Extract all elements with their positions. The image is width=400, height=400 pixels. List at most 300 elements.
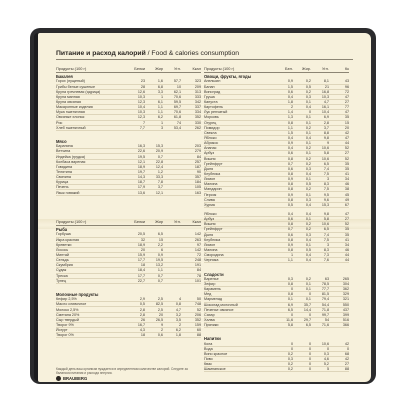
cell-carbs: 3,7: [323, 125, 329, 130]
cell-kcal: 43: [344, 79, 349, 84]
nutrition-table-left-bottom: [56, 218, 201, 338]
cell-kcal: 42: [344, 341, 349, 346]
cell-fat: 0: [308, 367, 311, 372]
cell-carbs: 7,4: [323, 232, 329, 237]
header-carbs: Угл.: [322, 66, 329, 71]
cell-kcal: 337: [194, 105, 201, 110]
cell-protein: 0,5: [287, 202, 293, 207]
cell-product: Ветчина: [56, 149, 71, 154]
cell-fat: 1: [160, 94, 163, 99]
cell-protein: 22,6: [137, 149, 145, 154]
cell-fat: 2,5: [157, 307, 163, 312]
cell-kcal: 257: [194, 159, 201, 164]
cell-protein: 0,7: [287, 161, 293, 166]
cell-kcal: 27: [344, 151, 349, 156]
cell-fat: 0,4: [305, 136, 311, 140]
table-row: [204, 203, 349, 208]
cell-fat: 0,6: [157, 333, 163, 338]
cell-product: Яблоко: [204, 212, 217, 217]
cell-kcal: 105: [194, 185, 201, 190]
cell-fat: 0,2: [305, 79, 311, 84]
cell-fat: 12,4: [155, 164, 163, 169]
cell-carbs: 62,1: [173, 89, 181, 94]
section-gap: [56, 131, 201, 138]
cell-product: Печень: [56, 185, 69, 190]
cell-fat: 6,5: [157, 232, 163, 237]
cell-protein: 12,1: [137, 159, 145, 164]
cell-protein: 2,8: [139, 312, 145, 317]
cell-protein: 0,9: [287, 79, 293, 84]
cell-protein: 0,8: [287, 197, 293, 202]
cell-carbs: 53,4: [173, 125, 181, 130]
cell-carbs: 0,8: [175, 302, 181, 307]
cell-kcal: 203: [194, 144, 201, 149]
cell-carbs: 7,6: [323, 258, 329, 263]
cell-fat: 0,1: [305, 282, 311, 286]
cell-product: Лук репчатый: [204, 110, 228, 115]
cell-fat: 0,2: [305, 227, 311, 232]
cell-kcal: 34: [344, 177, 349, 182]
cell-protein: 1,5: [287, 130, 293, 135]
cell-fat: 0,2: [305, 125, 311, 130]
cell-fat: 82,5: [155, 302, 163, 307]
nutrition-table-right-top: [204, 65, 349, 208]
cell-kcal: 42: [344, 130, 349, 135]
cell-protein: 0,9: [287, 192, 293, 197]
cell-product: Рис: [56, 120, 63, 125]
cell-carbs: 15,3: [321, 202, 329, 207]
cell-fat: 0,4: [305, 237, 311, 242]
cell-product: Сельдь: [56, 258, 69, 263]
cell-kcal: 191: [194, 263, 201, 268]
cell-kcal: 437: [342, 307, 349, 312]
cell-fat: 0,4: [305, 258, 311, 263]
cell-fat: 0,1: [305, 151, 311, 156]
cell-kcal: 42: [344, 357, 349, 362]
cell-protein: 0,5: [139, 302, 145, 307]
table-header: [56, 65, 201, 73]
header-fat: Жир: [155, 66, 163, 71]
cell-kcal: 88: [196, 333, 201, 338]
cell-kcal: 20: [344, 125, 349, 130]
cell-carbs: 16,8: [321, 89, 329, 94]
cell-protein: 26: [140, 317, 145, 322]
cell-product: Вишня: [204, 156, 216, 161]
cell-protein: 0,6: [287, 232, 293, 237]
cell-carbs: 10,6: [321, 222, 329, 227]
cell-fat: 0: [308, 341, 311, 346]
cell-product: Слива: [204, 197, 215, 202]
cell-product: Дыня: [204, 232, 214, 237]
cell-kcal: 321: [342, 297, 349, 302]
cell-product: Йогурт: [56, 328, 68, 333]
cell-carbs: 8,1: [323, 79, 329, 84]
header-carbs: Угл.: [174, 66, 181, 71]
table-row: [204, 367, 349, 372]
cell-product: Помидор: [204, 125, 220, 130]
cell-fat: 0,4: [305, 202, 311, 207]
cell-protein: 12,6: [137, 89, 145, 94]
cell-product: Крупа манная: [56, 94, 80, 99]
header-kcal: Ккал: [192, 219, 201, 224]
title-divider: [56, 59, 353, 60]
cell-product: Язык говяжий: [56, 190, 80, 195]
cell-kcal: 46: [344, 182, 349, 187]
cell-carbs: 5,8: [323, 151, 329, 156]
cell-fat: 14,4: [303, 307, 311, 312]
cell-product: Грибы белые сушеные: [56, 84, 95, 89]
cell-product: Свекла: [204, 130, 217, 135]
cell-fat: 0,1: [305, 115, 311, 120]
section-gap: [204, 328, 349, 335]
cell-kcal: 357: [194, 175, 201, 180]
cell-fat: 0,2: [305, 161, 311, 166]
cell-carbs: 4,7: [175, 307, 181, 312]
cell-carbs: 16,1: [321, 105, 329, 110]
cell-protein: 17,7: [137, 273, 145, 278]
cell-protein: 0: [290, 287, 293, 292]
cell-product: Говядина: [56, 164, 73, 169]
cell-kcal: 96: [344, 84, 349, 89]
cell-carbs: 4,7: [323, 100, 329, 105]
cell-carbs: 1,8: [175, 333, 181, 338]
cell-carbs: 0,3: [323, 351, 329, 356]
section-gap: [204, 263, 349, 270]
cell-product: Малина: [204, 248, 218, 253]
cell-carbs: 8,3: [323, 182, 329, 187]
cell-protein: 0,8: [287, 156, 293, 161]
cell-fat: 1,1: [157, 105, 163, 110]
cell-protein: 0,8: [287, 120, 293, 125]
cell-kcal: 77: [344, 105, 349, 110]
cell-kcal: 27: [344, 217, 349, 222]
cell-kcal: 60: [196, 328, 201, 333]
cell-protein: 0,2: [287, 362, 293, 367]
cell-fat: 0,1: [305, 130, 311, 135]
cell-carbs: 0: [326, 346, 329, 351]
cell-kcal: 352: [194, 317, 201, 322]
cell-fat: 2: [160, 328, 163, 333]
cell-fat: 0: [308, 346, 311, 351]
cell-fat: 0: [308, 357, 311, 362]
cell-kcal: 323: [194, 79, 201, 84]
cell-fat: 2,2: [157, 242, 163, 247]
cell-carbs: 4: [178, 297, 181, 302]
cell-product: Икра красная: [56, 237, 80, 242]
cell-kcal: 68: [344, 351, 349, 356]
cell-carbs: 21: [324, 84, 329, 89]
cell-fat: 0,1: [305, 120, 311, 125]
cell-kcal: 41: [344, 237, 349, 242]
cell-product: Клубника: [204, 171, 221, 176]
cell-product: Квас: [204, 362, 212, 367]
cell-kcal: 516: [342, 317, 349, 322]
section-title: Напитки: [204, 336, 221, 342]
cell-product: Лимон: [204, 242, 216, 247]
cell-carbs: 71,8: [321, 307, 329, 312]
cell-kcal: 52: [344, 156, 349, 161]
page-title-en: / Food & calories consumption: [145, 50, 240, 57]
cell-protein: 16,7: [137, 322, 145, 327]
cell-product: Банан: [204, 84, 215, 89]
cell-protein: 0,8: [287, 222, 293, 227]
cell-fat: 0,2: [305, 276, 311, 281]
cell-product: Халва: [204, 317, 215, 322]
cell-fat: 0,4: [305, 105, 311, 110]
cell-fat: 20,9: [155, 149, 163, 154]
cell-kcal: 88: [344, 367, 349, 372]
cell-product: Сахар: [204, 312, 215, 317]
cell-kcal: 50: [196, 297, 201, 302]
cell-fat: 6,2: [157, 115, 163, 120]
cell-protein: 0,4: [287, 136, 293, 140]
cell-carbs: 7,3: [323, 253, 329, 258]
header-product: Продукты (100 г): [56, 66, 87, 71]
cell-fat: 0,4: [305, 253, 311, 258]
section-title: Молочные продукты: [56, 291, 99, 297]
cell-product: Варенье: [204, 276, 219, 281]
cell-carbs: 54,4: [321, 302, 329, 307]
cell-fat: 6,8: [157, 84, 163, 89]
header-protein: Белки: [134, 219, 145, 224]
cell-kcal: 67: [344, 202, 349, 207]
brand-mark-icon: [56, 376, 61, 381]
cell-fat: 1,2: [157, 169, 163, 174]
cell-kcal: 399: [342, 312, 349, 317]
cell-kcal: 44: [344, 258, 349, 263]
cell-product: Сыр твердый: [56, 317, 79, 322]
cell-kcal: 52: [344, 222, 349, 227]
cell-product: Шоколад молочный: [204, 302, 238, 307]
section-title: Сладости: [204, 271, 224, 277]
cell-fat: 0,1: [305, 297, 311, 302]
cell-kcal: 72: [196, 253, 201, 258]
cell-product: Арбуз: [204, 217, 215, 222]
cell-carbs: 10,3: [321, 94, 329, 99]
cell-carbs: 9: [326, 141, 329, 146]
cell-protein: 0,6: [287, 89, 293, 94]
cell-protein: 19,7: [137, 169, 145, 174]
cell-protein: 19,5: [137, 154, 145, 159]
cell-fat: 0: [308, 351, 311, 356]
cell-carbs: 10,6: [321, 146, 329, 151]
cell-product: Грейпфрут: [204, 161, 223, 166]
cell-fat: 7,8: [157, 180, 163, 185]
cell-fat: 0,9: [157, 253, 163, 258]
cell-kcal: 329: [342, 292, 349, 297]
cell-product: Креветки: [56, 242, 72, 247]
cell-protein: 23: [140, 79, 145, 84]
cell-protein: 28: [140, 84, 145, 89]
cell-protein: 1,5: [287, 84, 293, 89]
header-kcal: Ккал: [192, 66, 201, 71]
cell-protein: 1,1: [287, 125, 293, 130]
cell-protein: 0,2: [287, 351, 293, 356]
cell-kcal: 342: [194, 100, 201, 105]
cell-product: Яблоко: [204, 136, 217, 140]
cell-fat: 0,1: [305, 217, 311, 222]
cell-kcal: 72: [344, 89, 349, 94]
nutrition-table-left-top: [56, 65, 201, 196]
cell-carbs: 4,6: [323, 357, 329, 362]
cell-carbs: 9,6: [323, 197, 329, 202]
cell-product: Кефир 2,5%: [56, 297, 77, 302]
cell-kcal: 84: [196, 268, 201, 273]
cell-fat: 0,2: [305, 187, 311, 192]
cell-kcal: 47: [344, 110, 349, 115]
cell-kcal: 352: [194, 115, 201, 120]
cell-product: Клубника: [204, 237, 221, 242]
cell-fat: 0,5: [305, 248, 311, 253]
cell-product: Дыня: [204, 166, 214, 171]
cell-carbs: 2,8: [323, 120, 329, 125]
table-row: [56, 333, 201, 338]
cell-product: Крупа гречневая (ядрица): [56, 89, 101, 94]
cell-product: Зефир: [204, 282, 216, 286]
cell-fat: 2,5: [157, 297, 163, 302]
cell-kcal: 209: [194, 84, 201, 89]
cell-kcal: 206: [194, 312, 201, 317]
cell-protein: 0: [290, 341, 293, 346]
cell-kcal: 248: [194, 258, 201, 263]
cell-protein: 0,8: [287, 248, 293, 253]
cell-fat: 0,1: [305, 177, 311, 182]
cell-fat: 12,1: [155, 190, 163, 195]
cell-protein: 0: [290, 346, 293, 351]
cell-fat: 1,1: [157, 110, 163, 115]
cell-protein: 17,9: [137, 185, 145, 190]
cell-carbs: 70,6: [173, 94, 181, 99]
cell-carbs: 9,8: [323, 136, 329, 140]
cell-fat: 29,7: [303, 317, 311, 322]
cell-carbs: 54: [324, 317, 329, 322]
cell-kcal: 142: [194, 232, 201, 237]
cell-carbs: 59,5: [173, 100, 181, 105]
header-carbs: Угл.: [174, 219, 181, 224]
cell-protein: 0,8: [287, 282, 293, 286]
cell-product: Судак: [56, 268, 67, 273]
brand-name: BRAUBERG: [63, 376, 88, 381]
cell-carbs: 57,7: [173, 79, 181, 84]
cell-fat: 0,3: [305, 197, 311, 202]
cell-product: Минтай: [56, 253, 69, 258]
page-title: [56, 50, 239, 57]
cell-fat: 3: [160, 125, 163, 130]
cell-product: Смородина: [204, 253, 224, 258]
cell-protein: 0: [290, 312, 293, 317]
cell-carbs: 70,6: [173, 110, 181, 115]
cell-kcal: 184: [194, 180, 201, 185]
cell-product: Груша: [204, 94, 215, 99]
cell-fat: 0,3: [305, 94, 311, 99]
cell-kcal: 101: [194, 278, 201, 283]
cell-carbs: 69,7: [173, 105, 181, 110]
cell-product: Мед: [204, 292, 212, 297]
cell-carbs: 8,3: [323, 248, 329, 253]
cell-kcal: 334: [194, 110, 201, 115]
cell-product: Колбаса вареная: [56, 159, 86, 164]
cell-protein: 1,3: [287, 115, 293, 120]
cell-fat: 22,8: [155, 159, 163, 164]
cell-carbs: 5,2: [323, 362, 329, 367]
cell-product: Мандарин: [204, 187, 222, 192]
cell-product: Горох (лущеный): [56, 79, 85, 84]
cell-kcal: 97: [196, 242, 201, 247]
cell-protein: 0,4: [287, 94, 293, 99]
cell-carbs: 3: [326, 242, 329, 247]
cell-fat: 1: [160, 120, 163, 125]
cell-fat: 0,1: [305, 242, 311, 247]
cell-fat: 0,1: [305, 287, 311, 292]
cell-product: Абрикос: [204, 141, 219, 146]
cell-kcal: 366: [342, 323, 349, 328]
cell-carbs: 9,8: [323, 212, 329, 217]
cell-carbs: 3: [326, 177, 329, 182]
cell-kcal: 78: [196, 273, 201, 278]
cell-product: Кола: [204, 341, 213, 346]
cell-protein: 14,3: [137, 175, 145, 180]
cell-protein: 0,8: [287, 237, 293, 242]
cell-fat: 0,3: [305, 232, 311, 237]
cell-product: Масло сливочное: [56, 302, 87, 307]
table-header: [204, 65, 349, 73]
cell-carbs: 71,6: [321, 323, 329, 328]
cell-product: Горбуша: [56, 232, 71, 237]
cell-product: Вода: [204, 346, 213, 351]
cell-kcal: 187: [194, 164, 201, 169]
cell-fat: 0,2: [305, 89, 311, 94]
cell-fat: 0: [308, 110, 311, 115]
cell-protein: 10,3: [137, 94, 145, 99]
cell-product: Черника: [204, 258, 219, 263]
cell-fat: 0,1: [305, 100, 311, 105]
cell-kcal: 748: [194, 302, 201, 307]
cell-carbs: 7,5: [323, 171, 329, 176]
cell-protein: 0,6: [287, 217, 293, 222]
header-fat: Жир.: [301, 66, 311, 71]
cell-protein: 0,3: [287, 357, 293, 362]
cell-kcal: 44: [344, 253, 349, 258]
cell-fat: 6,1: [157, 100, 163, 105]
cell-product: Шампанское: [204, 367, 226, 372]
section-title: Бакалея: [56, 74, 73, 80]
cell-product: Свинина: [56, 175, 71, 180]
cell-kcal: 49: [344, 197, 349, 202]
cell-fat: 0,5: [305, 182, 311, 187]
cell-protein: 13,6: [137, 190, 145, 195]
cell-product: Грейпфрут: [204, 227, 223, 232]
section-title: Мясо: [56, 138, 67, 144]
cell-protein: 1,4: [287, 110, 293, 115]
cell-kcal: 304: [342, 282, 349, 286]
table-header: [56, 218, 201, 226]
header-protein: Белки: [134, 66, 145, 71]
cell-kcal: 35: [344, 161, 349, 166]
cell-carbs: 3,2: [175, 312, 181, 317]
cell-fat: 0,4: [305, 212, 311, 217]
cell-kcal: 262: [194, 125, 201, 130]
cell-kcal: 90: [196, 169, 201, 174]
cell-carbs: 5: [326, 367, 329, 372]
cell-protein: 4,3: [139, 328, 145, 333]
cell-fat: 20: [158, 312, 163, 317]
cell-carbs: 3,5: [175, 317, 181, 322]
cell-carbs: 7,5: [323, 187, 329, 192]
header-kcal: Кк: [345, 66, 349, 71]
cell-fat: 0,4: [305, 171, 311, 176]
cell-protein: 16,3: [137, 144, 145, 149]
cell-carbs: 2: [178, 322, 181, 327]
